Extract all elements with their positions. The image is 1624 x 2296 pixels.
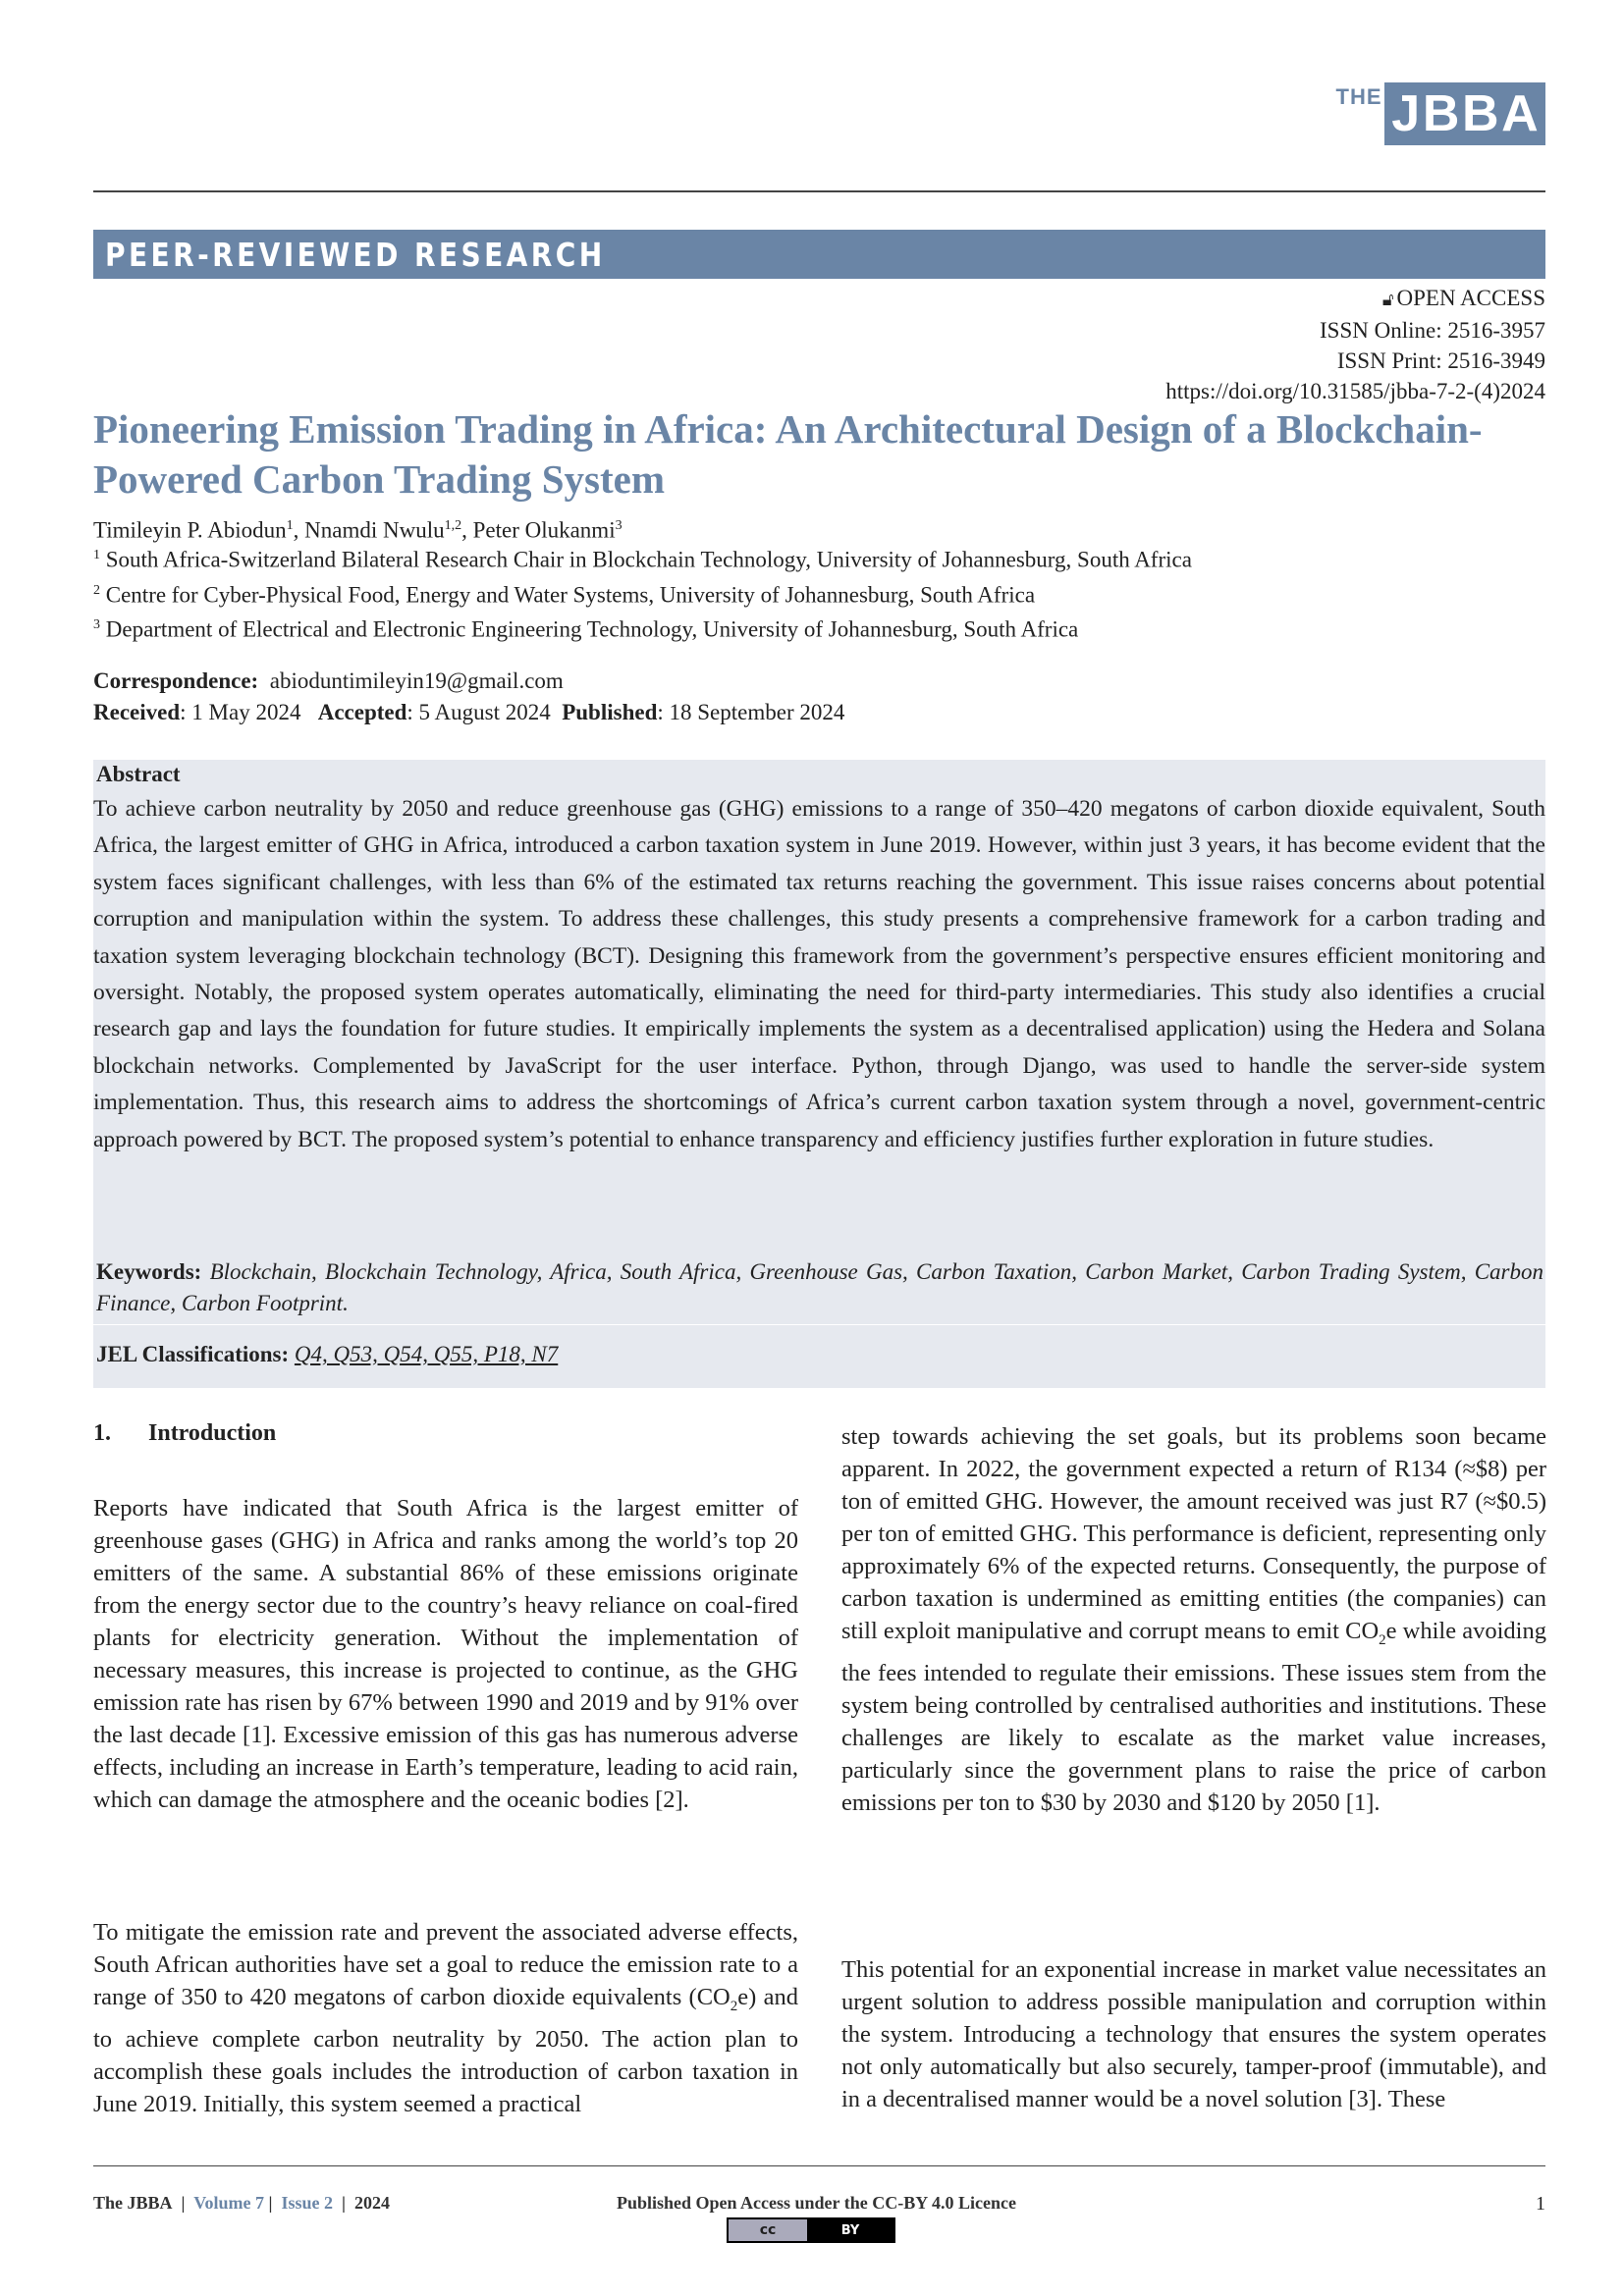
keywords-divider — [93, 1324, 1545, 1325]
jel-classifications: JEL Classifications: Q4, Q53, Q54, Q55, P18, N7 — [96, 1342, 559, 1366]
body-paragraph: To mitigate the emission rate and prevent the associated adverse effects, South African authorities have set a goal to reduce the emission rate to a range of 350 to 420 megatons of carbon dioxide equivalents $(CO_2e)$ and to achieve complete carbon neutrality by 2050. The action plan to accomplish these goals includes the introduction of carbon taxation in June 2019. Initially, this system seemed a practical — [93, 1919, 798, 2117]
banner-label: PEER-REVIEWED RESEARCH — [105, 235, 606, 274]
keywords: Keywords: Blockchain, Blockchain Technology, Africa, South Africa, Greenhouse Gas, Carbon Taxation, Carbon Market, Carbon Trading System, Carbon Finance, Carbon Footprint. — [96, 1259, 1543, 1315]
page-number: 1 — [1536, 2193, 1545, 2215]
correspondence-block: Correspondence: abioduntimileyin19@gmail.com Received: 1 May 2024 Accepted: 5 August 2024 Published: 18 September 2024 — [93, 666, 844, 728]
publication-meta — [1165, 283, 1545, 406]
author-list: Timileyin P. Abiodun$^1$, Nnamdi Nwulu$^{1,2}$, Peter Olukanmi$^3$ — [93, 517, 623, 543]
abstract-heading: Abstract — [96, 762, 181, 786]
jbba-logo — [1333, 82, 1545, 145]
by-label: BY — [807, 2219, 893, 2241]
section-heading: 1. Introduction — [93, 1420, 277, 1446]
logo-the: THE — [1333, 82, 1384, 145]
footer-divider — [93, 2165, 1545, 2166]
dates-line: Received: 1 May 2024 Accepted: 5 August 2024 Published: 18 September 2024 — [93, 700, 845, 724]
doi-link[interactable]: https://doi.org/10.31585/jbba-7-2-(4)2024 — [1165, 379, 1545, 403]
paper-title: Pioneering Emission Trading in Africa: An Architectural Design of a Blockchain-Powered Carbon Trading System — [93, 406, 1483, 502]
open-access-label: OPEN ACCESS — [1396, 286, 1545, 310]
correspondence-email[interactable]: abioduntimileyin19@gmail.com — [269, 668, 564, 693]
body-paragraph: Reports have indicated that South Africa is the largest emitter of greenhouse gases (GHG) in Africa and ranks among the world’s top 20 emitters of the same. A substantial 86% of these emissions originate from the energy sector due to the country’s heavy reliance on coal-fired plants for electricity generation. Without the implementation of necessary measures, this increase is projected to continue, as the GHG emission rate has risen by 67% between 1990 and 2019 and by 91% over the last decade [1]. Excessive emission of this gas has numerous adverse effects, including an increase in Earth’s temperature, leading to acid rain, which can damage the atmosphere and the oceanic bodies [2]. — [93, 1495, 798, 1813]
abstract-text: To achieve carbon neutrality by 2050 and reduce greenhouse gas (GHG) emissions to a range of 350–420 megatons of carbon dioxide equivalent, South Africa, the largest emitter of GHG in Africa, introduced a carbon taxation system in June 2019. However, within just 3 years, it has become evident that the system faces significant challenges, with less than 6% of the estimated tax returns reaching the government. This issue raises concerns about potential corruption and manipulation within the system. To address these challenges, this study presents a comprehensive framework for a carbon trading and taxation system leveraging blockchain technology (BCT). Designing this framework from the government’s perspective ensures efficient monitoring and oversight. Notably, the proposed system operates automatically, eliminating the need for third-party intermediaries. This study also identifies a crucial research gap and lays the foundation for future studies. It empirically implements the system as a decentralised application) using the Hedera and Solana blockchain networks. Complemented by JavaScript for the user interface. Python, through Django, was used to handle the server-side system implementation. Thus, this research aims to address the shortcomings of Africa’s current carbon taxation system through a novel, government-centric approach powered by BCT. The proposed system’s potential to enhance transparency and efficiency justifies further exploration in future studies. — [93, 796, 1545, 1152]
author-name: Peter Olukanmi — [472, 517, 616, 543]
affiliation: $^1$ South Africa-Switzerland Bilateral Research Chair in Blockchain Technology, University of Johannesburg, South Africa — [93, 547, 1192, 572]
peer-reviewed-banner — [93, 230, 1545, 279]
cc-by-badge[interactable] — [727, 2217, 895, 2243]
affiliation: $^3$ Department of Electrical and Electronic Engineering Technology, University of Johannesburg, South Africa — [93, 616, 1079, 642]
body-paragraph: step towards achieving the set goals, but its problems soon became apparent. In 2022, the government expected a return of R134 (≈$8) per ton of emitted GHG. However, the amount received was just R7 (≈$0.5) per ton of emitted GHG. This performance is deficient, representing only approximately 6% of the expected returns. Consequently, the purpose of carbon taxation is undermined as emitting entities (the companies) can still exploit manipulative and corrupt means to emit $CO_2e$ while avoiding the fees intended to regulate their emissions. These issues stem from the system being controlled by centralised authorities and institutions. These challenges are likely to escalate as the market value increases, particularly since the government plans to raise the price of carbon emissions per ton to $30 by 2030 and $120 by 2050 [1]. — [841, 1423, 1546, 1816]
author-name: Timileyin P. Abiodun — [93, 517, 287, 543]
affiliation: $^2$ Centre for Cyber-Physical Food, Energy and Water Systems, University of Johannesburg, South Africa — [93, 582, 1036, 608]
footer-journal-info: The JBBA | Volume 7 | Issue 2 | 2024 — [93, 2193, 390, 2213]
cc-icon: cc — [729, 2219, 807, 2241]
body-paragraph: This potential for an exponential increase in market value necessitates an urgent solution to address possible manipulation and corruption within the system. Introducing a technology that ensures the system operates not only automatically but also securely, tamper-proof (immutable), and in a decentralised manner would be a novel solution [3]. These — [841, 1956, 1546, 2112]
header-divider — [93, 190, 1545, 192]
logo-jbba: J B B A — [1384, 82, 1545, 145]
issn-online: ISSN Online: 2516-3957 — [1320, 318, 1545, 343]
affiliation-list — [93, 540, 1192, 645]
issn-print: ISSN Print: 2516-3949 — [1336, 348, 1545, 373]
author-name: Nnamdi Nwulu — [304, 517, 445, 543]
lock-icon: 🔓︎ — [1381, 290, 1394, 309]
footer-licence: Published Open Access under the CC-BY 4.0 Licence — [617, 2193, 1017, 2213]
